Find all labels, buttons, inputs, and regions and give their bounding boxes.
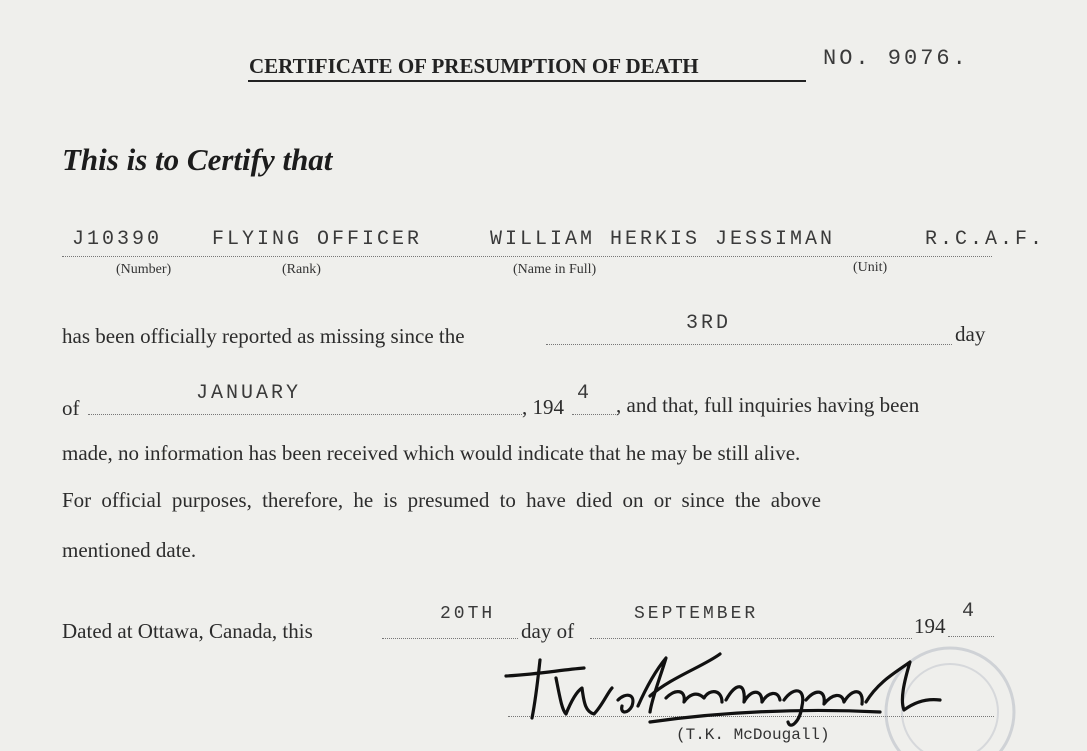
missing-day-dots <box>546 344 952 345</box>
missing-year-digit: 4 <box>577 382 590 405</box>
paragraph-line-2: For official purposes, therefore, he is presumed to have died on or since the above <box>62 488 821 512</box>
dated-day-value: 20TH <box>440 604 496 624</box>
caption-unit: (Unit) <box>853 260 888 275</box>
dated-day-of: day of <box>521 619 575 643</box>
missing-day-word: day <box>955 322 986 346</box>
missing-year-prefix: , 194 <box>522 395 564 419</box>
dated-year-prefix: 194 <box>914 614 946 638</box>
missing-month-dots <box>88 414 522 415</box>
missing-year-dots <box>572 414 618 415</box>
full-name-value: WILLIAM HERKIS JESSIMAN <box>490 228 836 251</box>
paragraph-line-3: mentioned date. <box>62 538 197 562</box>
dated-year-digit: 4 <box>962 600 975 623</box>
paragraph-line-1: made, no information has been received which would indicate that he may be still alive. <box>62 441 801 465</box>
signature-image <box>500 648 970 738</box>
certificate-number: NO. 9076. <box>823 46 969 71</box>
person-line-dots <box>62 256 992 257</box>
missing-continuation: , and that, full inquiries having been <box>616 393 920 417</box>
missing-month-value: JANUARY <box>196 382 302 405</box>
dated-day-dots <box>382 638 518 639</box>
rank-value: FLYING OFFICER <box>212 228 423 251</box>
caption-name: (Name in Full) <box>513 262 597 277</box>
service-number: J10390 <box>72 228 163 251</box>
missing-day-value: 3RD <box>686 312 732 335</box>
certify-heading: This is to Certify that <box>62 142 333 177</box>
dated-month-dots <box>590 638 912 639</box>
dated-year-dots <box>948 636 994 637</box>
certificate-title: CERTIFICATE OF PRESUMPTION OF DEATH <box>249 54 699 78</box>
dated-month-value: SEPTEMBER <box>634 604 759 624</box>
caption-number: (Number) <box>116 262 172 277</box>
unit-value: R.C.A.F. <box>925 228 1046 251</box>
caption-rank: (Rank) <box>282 262 321 277</box>
signatory-name: (T.K. McDougall) <box>676 726 830 744</box>
missing-of-word: of <box>62 396 80 420</box>
missing-intro: has been officially reported as missing since the <box>62 324 465 348</box>
title-underline <box>248 80 806 82</box>
dated-intro: Dated at Ottawa, Canada, this <box>62 619 313 643</box>
